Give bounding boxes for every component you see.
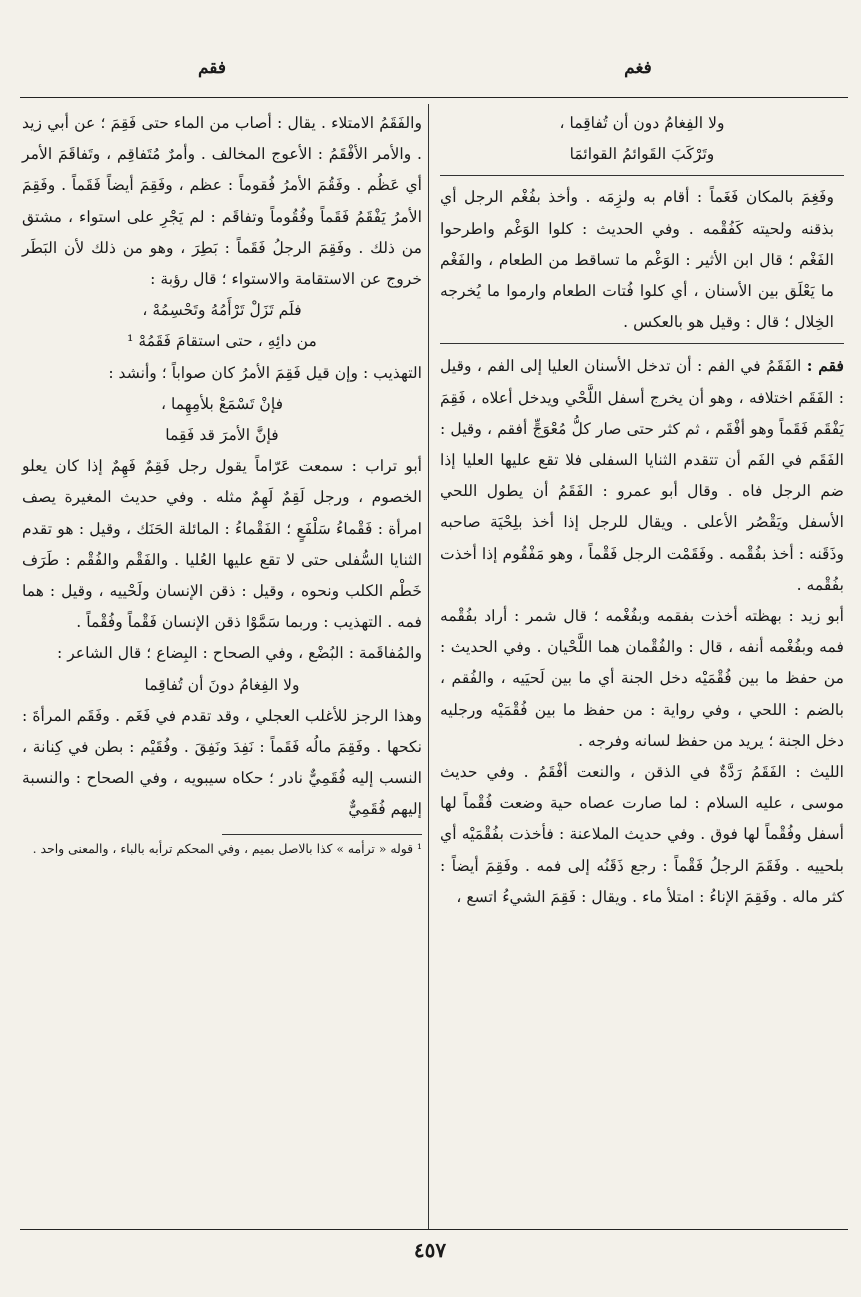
paragraph: وهذا الرجز للأغلب العجلي ، وقد تقدم في فَغَم . وفَقَم المرأةَ : نكحها . وفَقِمَ مالُه فَقَماً : نَفِدَ ونَفِقَ . وفُقَيْم : بطن في كِنانة ، النسب إليه فُقَمِيٌّ نادر ؛ حكاه سيبويه ، وفي الصحاح : والنسبة إليهم فُقَمِيٌّ [22, 706, 422, 819]
verse-line: فإنَّ الأمرَ قد فَقِما [165, 426, 279, 445]
left-column [22, 108, 422, 859]
top-rule [20, 97, 848, 98]
column-rule [440, 175, 844, 176]
header-word-right: فغم [624, 58, 652, 78]
page-number: ٤٥٧ [413, 1238, 447, 1262]
verse-line: من دائِهِ ، حتى استقامَ فَقَمُهْ ¹ [127, 332, 317, 351]
column-divider [428, 104, 429, 1230]
right-column [440, 108, 844, 913]
paragraph: أبو تراب : سمعت عَرّاماً يقول رجل فَقِمٌ فَهِمٌ إذا كان يعلو الخصوم ، ورجل لَقِمٌ لَهِمٌ مثله . وفي حديث المغيرة يصف امرأة : فَقْماءُ سَلْفَعٍ ؛ الفَقْماءُ : المائلة الحَنَك ، وقيل : هو تقدم الثنايا السُّفلى حتى لا تقع عليها العُليا . والفَقْم والفُقْم : طَرَف خَطْم الكلب ونحوه ، وقيل : ذقن الإنسان ولَحْييه ، وقيل : هما فمه . التهذيب : وربما سَمَّوْا ذقن الإنسان فَقْماً وفُقْماً . [22, 457, 422, 632]
verse-line: فإنْ تَسْمَعْ بلأمِهِما ، [160, 394, 284, 413]
verse-line: فلَم تَزَلْ تَرْأَمُهُ وتَحْسِمُهْ ، [142, 301, 302, 320]
entry-paragraph [440, 350, 844, 601]
bottom-rule [20, 1229, 848, 1230]
paragraph: وفَغِمَ بالمكان فَغَماً : أقام به ولزِمَه . وأخذ بفُغْم الرجل أي بذقنه ولحيته كَفُقْمه . وفي الحديث : كلوا الوَغْم واطرحوا الفَغْم ؛ قال ابن الأثير : الوَغْم ما تساقط من الطعام ، والفَغْم ما يَعْلَق بين الأسنان ، أي كلوا فُتات الطعام وارموا ما يُخرجه الخِلال ؛ قال : وقيل هو بالعكس . [440, 188, 834, 332]
verse-line: ولا الفِغامُ دون أن تُفاقِما ، [559, 114, 725, 132]
footnote-rule [222, 834, 422, 835]
verse-line: ولا الفِغامُ دونَ أن تُفاقِما [144, 675, 300, 694]
entry-headword: فقم : [806, 356, 845, 376]
column-rule [440, 343, 844, 344]
paragraph: والفَقَمُ الامتلاء . يقال : أصاب من الماء حتى فَقِمَ ؛ عن أبي زيد . والأمر الأفْقَمُ : الأعوج المخالف . وأمرٌ مُتَفاقِم ، وتَفاقَمَ الأمر أي عَظُم . وفَقُمَ الأمرُ فُقوماً : عظم ، وفَقِمَ أيضاً فَقَماً . وفَقِمَ الأمرُ يَفْقَمُ فَقَماً وفُقُوماً وتفاقَم : لم يَجْرِ على استواء ، مشتق من ذلك . وفَقِمَ الرجلُ فَقَماً : بَطِرَ ، وهو من ذلك لأن البَطَر خروج عن الاستقامة والاستواء ؛ قال رؤبة : [22, 114, 422, 289]
header-word-left: فقم [197, 58, 227, 78]
entry-text: الفَقَمُ في الفم : أن تدخل الأسنان العليا إلى الفم ، وقيل : الفَقَم اختلافه ، وهو أن يخرج أسفل اللَّحْي ويدخل أعلاه ، فَقِمَ يَفْقَم فَقَماً وهو أفْقَم ، ثم كثر حتى صار كلُّ مُعْوَجٍّ أفقم ، وقيل : الفَقَم في الفَم أن تتقدم الثنايا السفلى فلا تقع عليها العليا إذا ضم الرجل فاه . وقال أبو عمرو : الفَقَمُ أن يطول اللحي الأسفل ويَقْصُر الأعلى . ويقال للرجل إذا أخذ بلِحْيَة صاحبه وذَقَنه : أخذ بفُقْمه . وفَقَمْت الرجل فَقْماً ، وهو مَفْقُوم إذا أخذت بفُقْمه . [440, 357, 844, 594]
paragraph: أبو زيد : بهظته أخذت بفقمه وبفُغْمه ؛ قال شمر : أراد بفُقْمه فمه وبفُغْمه أنفه ، قال : والفُقْمان هما اللَّحْيان . وفي الحديث : من حفظ ما بين فُقْمَيْه دخل الجنة أي ما بين لَحيَيه ، والفُقم ، بالضم : اللحي ، وفي رواية : من حفظ ما بين فُقْمَيْه ورجليه دخل الجنة ؛ يريد من حفظ لسانه وفرجه . [440, 607, 844, 750]
paragraph: الليث : الفَقَمُ رَدَّةٌ في الذقن ، والنعت أفْقَمُ . وفي حديث موسى ، عليه السلام : لما صارت عصاه حية وضعت فُقْماً لها أسفل وفُقْماً لها فوق . وفي حديث الملاعنة : فأخذت بفُقْمَيْه أي بلحييه . وفَقَمَ الرجلُ فَقْماً : رجع ذَقَنُه إلى فمه . وفَقِمَ أيضاً : كثر ماله . وفَقِمَ الإناءُ : امتلأ ماء . ويقال : فَقِمَ الشيءُ اتسع ، [440, 763, 844, 906]
verse-line: وتَرْكَبَ القَوائمُ القوائمَا [569, 145, 715, 164]
paragraph: التهذيب : وإن قيل فَقِمَ الأمرُ كان صواباً ؛ وأنشد : [108, 363, 422, 382]
paragraph: والمُفاقَمة : البُضْع ، وفي الصحاح : البِضاع ؛ قال الشاعر : [56, 644, 422, 663]
footnote: ¹ قوله « ترأمه » كذا بالاصل بميم ، وفي المحكم ترأبه بالباء ، والمعنى واحد . [32, 840, 422, 856]
